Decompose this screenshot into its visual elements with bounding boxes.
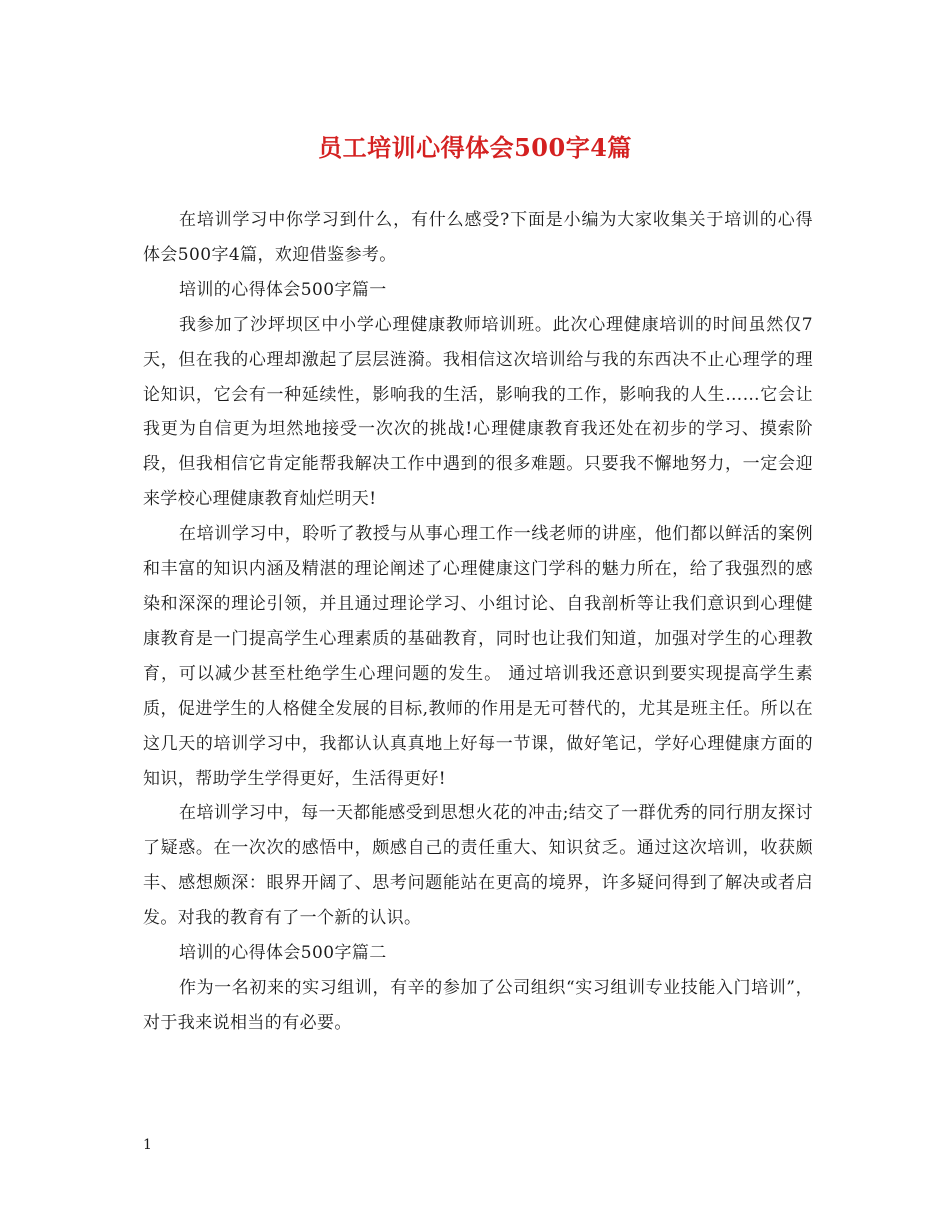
- paragraph-intro: 在培训学习中你学习到什么，有什么感受?下面是小编为大家收集关于培训的心得体会500字4篇，欢迎借鉴参考。: [143, 210, 813, 265]
- section-heading-2: 培训的心得体会500字篇二: [179, 943, 387, 964]
- section-heading-1: 培训的心得体会500字篇一: [179, 279, 387, 300]
- document-body: [143, 203, 813, 1041]
- page-number: 1: [143, 1137, 152, 1153]
- paragraph: 在培训学习中，聆听了教授与从事心理工作一线老师的讲座，他们都以鲜活的案例和丰富的知识内涵及精湛的理论阐述了心理健康这门学科的魅力所在，给了我强烈的感染和深深的理论引领，并且通过理论学习、小组讨论、自我剖析等让我们意识到心理健康教育是一门提高学生心理素质的基础教育，同时也让我们知道，加强对学生的心理教育，可以减少甚至杜绝学生心理问题的发生。 通过培训我还意识到要实现提高学生素质，促进学生的人格健全发展的目标,教师的作用是无可替代的，尤其是班主任。所以在这几天的培训学习中，我都认认真真地上好每一节课，做好笔记，学好心理健康方面的知识，帮助学生学得更好，生活得更好!: [143, 524, 813, 789]
- paragraph: 我参加了沙坪坝区中小学心理健康教师培训班。此次心理健康培训的时间虽然仅7天，但在我的心理却激起了层层涟漪。我相信这次培训给与我的东西决不止心理学的理论知识，它会有一种延续性，影响我的生活，影响我的工作，影响我的人生……它会让我更为自信更为坦然地接受一次次的挑战!心理健康教育我还处在初步的学习、摸索阶段，但我相信它肯定能帮我解决工作中遇到的很多难题。只要我不懈地努力，一定会迎来学校心理健康教育灿烂明天!: [143, 314, 813, 510]
- paragraph: 作为一名初来的实习组训，有辛的参加了公司组织“实习组训专业技能入门培训”，对于我来说相当的有必要。: [143, 977, 813, 1033]
- paragraph: 在培训学习中，每一天都能感受到思想火花的冲击;结交了一群优秀的同行朋友探讨了疑惑。在一次次的感悟中，颇感自己的责任重大、知识贫乏。通过这次培训，收获颇丰、感想颇深：眼界开阔了、思考问题能站在更高的境界，许多疑问得到了解决或者启发。对我的教育有了一个新的认识。: [143, 803, 813, 929]
- document-title: 员工培训心得体会500字4篇: [318, 133, 632, 162]
